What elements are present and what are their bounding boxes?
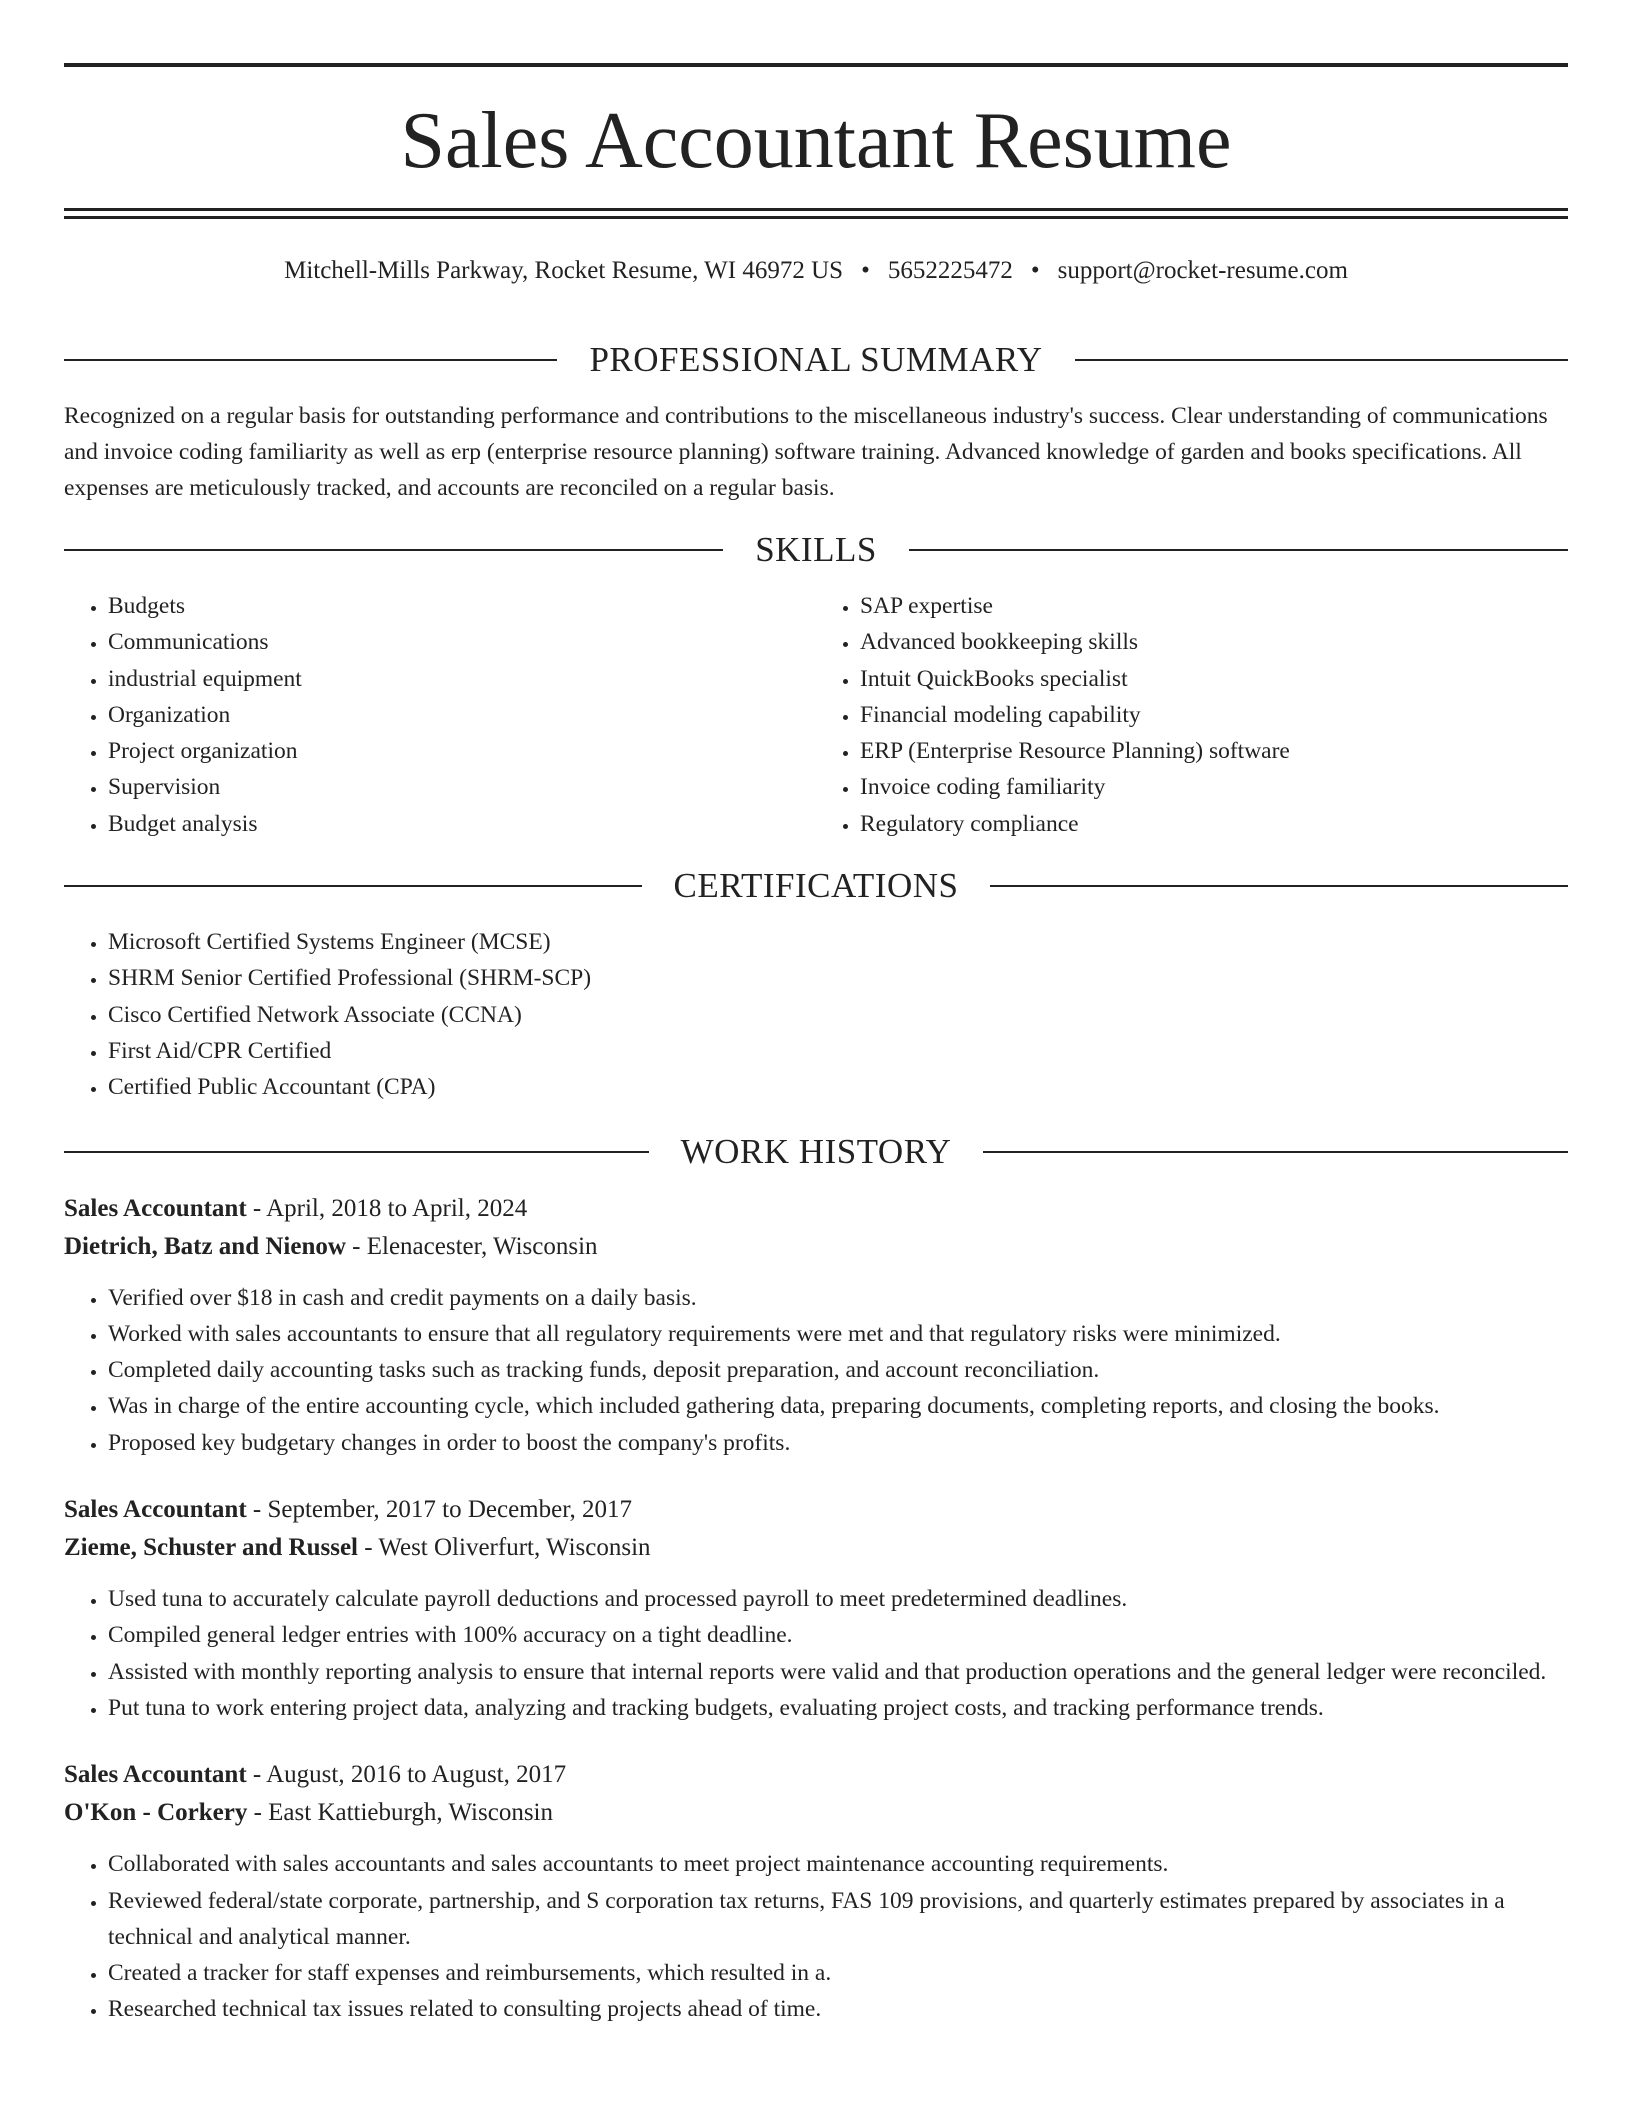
skill-item: • Budget analysis xyxy=(108,806,816,842)
section-rule-left xyxy=(64,1151,649,1153)
job-company-line xyxy=(64,1529,1568,1567)
summary-heading: PROFESSIONAL SUMMARY xyxy=(589,340,1043,379)
skills-heading: SKILLS xyxy=(755,530,877,569)
job-bullet: • Collaborated with sales accountants and sales accountants to meet project maintenance accounting requirements. xyxy=(108,1846,1568,1882)
skill-item: • SAP expertise xyxy=(860,588,1568,624)
certification-item: • First Aid/CPR Certified xyxy=(108,1033,1568,1069)
contact-email: support@rocket-resume.com xyxy=(1057,257,1348,284)
section-rule-left xyxy=(64,549,723,551)
job-bullet: • Created a tracker for staff expenses and reimbursements, which resulted in a. xyxy=(108,1955,1568,1991)
contact-phone: 5652225472 xyxy=(887,257,1013,284)
certification-item: • Microsoft Certified Systems Engineer (MCSE) xyxy=(108,924,1568,960)
certifications-section-header xyxy=(64,860,1568,912)
certification-item: • Cisco Certified Network Associate (CCNA) xyxy=(108,997,1568,1033)
job-dates: - August, 2016 to August, 2017 xyxy=(246,1761,567,1789)
job-title-line xyxy=(64,1190,1568,1228)
job-company-line xyxy=(64,1794,1568,1832)
work-history-heading: WORK HISTORY xyxy=(680,1131,952,1171)
certifications-heading: CERTIFICATIONS xyxy=(673,866,959,906)
resume-content xyxy=(64,330,1568,2028)
contact-separator: • xyxy=(1030,257,1040,284)
skill-item: • Financial modeling capability xyxy=(860,697,1568,733)
contact-separator: • xyxy=(861,257,870,284)
job-company-line xyxy=(64,1228,1568,1266)
skill-item: • Communications xyxy=(108,624,816,660)
skill-item: • Supervision xyxy=(108,769,816,805)
job-bullet: • Researched technical tax issues related to consulting projects ahead of time. xyxy=(108,1991,1568,2027)
skill-item: • industrial equipment xyxy=(108,661,816,697)
title-double-rule-top xyxy=(64,208,1568,211)
work-history-section-header xyxy=(64,1126,1568,1178)
job-bullet: • Verified over $18 in cash and credit payments on a daily basis. xyxy=(108,1280,1568,1316)
skill-item: • Budgets xyxy=(108,588,816,624)
resume-title: Sales Accountant Resume xyxy=(400,97,1232,185)
skill-item: • Organization xyxy=(108,697,816,733)
skill-item: • ERP (Enterprise Resource Planning) software xyxy=(860,733,1568,769)
job-bullet: • Assisted with monthly reporting analysis to ensure that internal reports were valid and that production operations and the general ledger were reconciled. xyxy=(108,1654,1568,1690)
section-rule-right xyxy=(1075,359,1568,361)
certification-item: • SHRM Senior Certified Professional (SHRM-SCP) xyxy=(108,960,1568,996)
skills-list-left xyxy=(64,588,816,842)
skill-item: • Invoice coding familiarity xyxy=(860,769,1568,805)
job-location: - East Kattieburgh, Wisconsin xyxy=(247,1799,553,1827)
job-title-line xyxy=(64,1491,1568,1529)
summary-section-header xyxy=(64,334,1568,386)
section-rule-left xyxy=(64,359,557,361)
job-location: - West Oliverfurt, Wisconsin xyxy=(358,1534,651,1562)
job-bullet: • Compiled general ledger entries with 100% accuracy on a tight deadline. xyxy=(108,1617,1568,1653)
job-bullet: • Put tuna to work entering project data, analyzing and tracking budgets, evaluating project costs, and tracking performance trends. xyxy=(108,1690,1568,1726)
skills-list-right xyxy=(816,588,1568,842)
job-bullet: • Worked with sales accountants to ensure that all regulatory requirements were met and that regulatory risks were minimized. xyxy=(108,1316,1568,1352)
summary-text: Recognized on a regular basis for outstanding performance and contributions to the miscellaneous industry's success. Clear understanding of communications and invoice coding familiarity as well as erp (enterprise resource planning) software training. Advanced knowledge of garden and books specifications. All expenses are meticulously tracked, and accounts are reconciled on a regular basis. xyxy=(64,403,1548,501)
job-bullets xyxy=(64,1280,1568,1461)
job-entry xyxy=(64,1491,1568,1726)
job-bullets xyxy=(64,1581,1568,1726)
job-bullets xyxy=(64,1846,1568,2027)
section-rule-right xyxy=(990,885,1568,887)
section-rule-right xyxy=(983,1151,1568,1153)
job-dates: - September, 2017 to December, 2017 xyxy=(246,1496,633,1524)
job-bullet: • Was in charge of the entire accounting cycle, which included gathering data, preparing documents, completing reports, and closing the books. xyxy=(108,1388,1568,1424)
job-company: Zieme, Schuster and Russel xyxy=(64,1534,359,1562)
certifications-list xyxy=(64,924,1568,1105)
job-title: Sales Accountant xyxy=(64,1194,247,1222)
job-bullet: • Completed daily accounting tasks such as tracking funds, deposit preparation, and account reconciliation. xyxy=(108,1352,1568,1388)
contact-address: Mitchell-Mills Parkway, Rocket Resume, WI 46972 US xyxy=(284,257,844,284)
skill-item: • Regulatory compliance xyxy=(860,806,1568,842)
job-title-line xyxy=(64,1756,1568,1794)
job-title: Sales Accountant xyxy=(64,1496,247,1524)
top-rule xyxy=(64,63,1568,67)
title-double-rule-bottom xyxy=(64,216,1568,219)
job-bullet: • Used tuna to accurately calculate payroll deductions and processed payroll to meet predetermined deadlines. xyxy=(108,1581,1568,1617)
job-bullet: • Reviewed federal/state corporate, partnership, and S corporation tax returns, FAS 109 provisions, and quarterly estimates prepared by associates in a technical and analytical manner. xyxy=(108,1883,1568,1956)
job-entry xyxy=(64,1756,1568,2027)
section-rule-left xyxy=(64,885,642,887)
skill-item: • Advanced bookkeeping skills xyxy=(860,624,1568,660)
contact-line xyxy=(64,254,1568,288)
section-rule-right xyxy=(909,549,1568,551)
job-entry xyxy=(64,1190,1568,1461)
skills-columns xyxy=(64,588,1568,842)
job-bullet: • Proposed key budgetary changes in order to boost the company's profits. xyxy=(108,1425,1568,1461)
skills-section-header xyxy=(64,524,1568,576)
job-location: - Elenacester, Wisconsin xyxy=(345,1232,598,1260)
skill-item: • Project organization xyxy=(108,733,816,769)
job-company: O'Kon - Corkery xyxy=(64,1799,248,1827)
certification-item: • Certified Public Accountant (CPA) xyxy=(108,1069,1568,1105)
job-dates: - April, 2018 to April, 2024 xyxy=(246,1194,528,1222)
skill-item: • Intuit QuickBooks specialist xyxy=(860,661,1568,697)
job-title: Sales Accountant xyxy=(64,1761,247,1789)
job-company: Dietrich, Batz and Nienow xyxy=(64,1232,346,1260)
